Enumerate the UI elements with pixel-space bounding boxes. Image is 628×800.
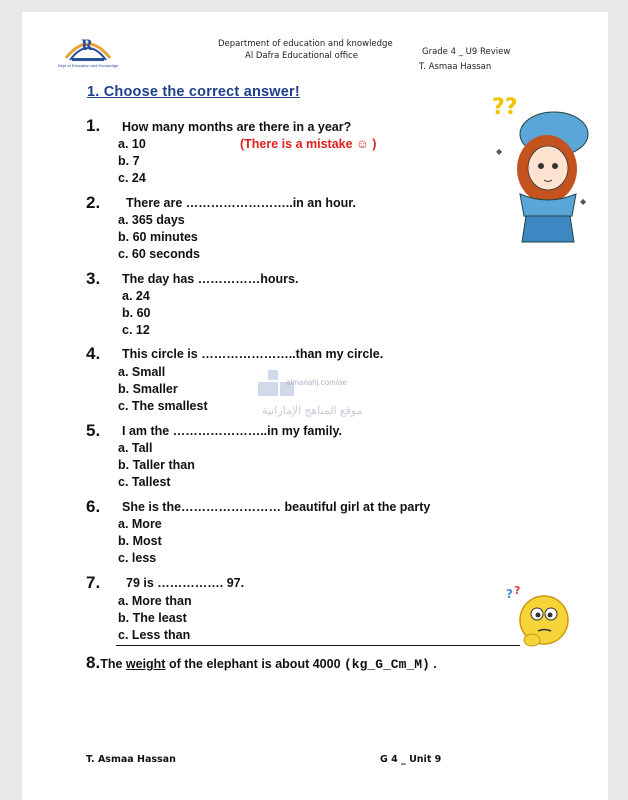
question-text: This circle is …………………..than my circle.	[122, 347, 384, 361]
logo-caption: Dept of Education and Knowledge	[57, 63, 119, 68]
question-8-post: of the elephant is about 4000	[165, 657, 344, 671]
footer-unit: G 4 _ Unit 9	[380, 754, 442, 765]
svg-text:?: ?	[514, 584, 521, 597]
option-a[interactable]: a. More than	[118, 594, 192, 608]
question-text: She is the…………………… beautiful girl at the party	[122, 500, 431, 514]
watermark-arabic: موقع المناهج الإماراتية	[262, 405, 363, 417]
option-a[interactable]: a. 10	[118, 137, 146, 151]
divider-line	[116, 645, 520, 646]
option-a[interactable]: a. 24	[122, 289, 150, 303]
question-text: 79 is ……………. 97.	[126, 576, 245, 590]
question-number: 7.	[86, 573, 101, 592]
svg-text:◆: ◆	[580, 197, 587, 206]
option-a[interactable]: a. Small	[118, 365, 166, 379]
thinking-girl-illustration	[492, 94, 600, 244]
worksheet-page	[22, 12, 608, 800]
question-text: I am the …………………..in my family.	[122, 424, 342, 438]
teacher-label: T. Asmaa Hassan	[419, 62, 492, 72]
question-number: 4.	[86, 344, 101, 363]
option-a[interactable]: a. More	[118, 517, 162, 531]
question-8-underlined-word: weight	[125, 657, 166, 671]
question-number: 3.	[86, 269, 101, 288]
question-text: How many months are there in a year?	[122, 120, 352, 134]
question-number: 5.	[86, 421, 101, 440]
option-c[interactable]: c. Less than	[118, 628, 191, 642]
unit-choices: (kg_G_Cm_M)	[344, 657, 430, 672]
question-text: The day has ……………hours.	[122, 272, 299, 286]
option-b[interactable]: b. The least	[118, 611, 187, 625]
question-number: 6.	[86, 497, 101, 516]
option-c[interactable]: c. The smallest	[118, 399, 208, 413]
option-c[interactable]: c. 24	[118, 171, 146, 185]
logo-letter: R	[81, 38, 93, 54]
department-line-2: Al Dafra Educational office	[245, 51, 358, 61]
mistake-note: (There is a mistake ☺ )	[240, 137, 377, 151]
department-line-1: Department of education and knowledge	[218, 39, 393, 49]
option-a[interactable]: a. 365 days	[118, 213, 185, 227]
question-text: There are ……………………..in an hour.	[126, 196, 356, 210]
question-number: 1.	[86, 116, 101, 135]
question-8-pre: The	[100, 657, 126, 671]
option-a[interactable]: a. Tall	[118, 441, 153, 455]
watermark-site: almanahj.com/ae	[286, 378, 347, 387]
svg-text:◆: ◆	[496, 147, 503, 156]
option-b[interactable]: b. 60 minutes	[118, 230, 198, 244]
option-c[interactable]: c. 12	[122, 323, 150, 337]
school-logo	[58, 28, 118, 74]
option-b[interactable]: b. 60	[122, 306, 151, 320]
option-c[interactable]: c. 60 seconds	[118, 247, 200, 261]
svg-text:??: ??	[492, 95, 518, 120]
thinking-face-icon	[506, 584, 570, 654]
option-c[interactable]: c. Tallest	[118, 475, 171, 489]
svg-text:?: ?	[506, 587, 513, 601]
question-8-end: .	[429, 657, 437, 671]
question-number: 2.	[86, 193, 101, 212]
footer-teacher: T. Asmaa Hassan	[86, 754, 176, 765]
question-number: 8.	[86, 653, 101, 672]
option-b[interactable]: b. Most	[118, 534, 162, 548]
option-b[interactable]: b. 7	[118, 154, 140, 168]
grade-label: Grade 4 _ U9 Review	[422, 47, 511, 57]
option-c[interactable]: c. less	[118, 551, 157, 565]
section-title: 1. Choose the correct answer!	[87, 84, 300, 100]
option-b[interactable]: b. Smaller	[118, 382, 178, 396]
question-8	[86, 653, 437, 673]
option-b[interactable]: b. Taller than	[118, 458, 195, 472]
